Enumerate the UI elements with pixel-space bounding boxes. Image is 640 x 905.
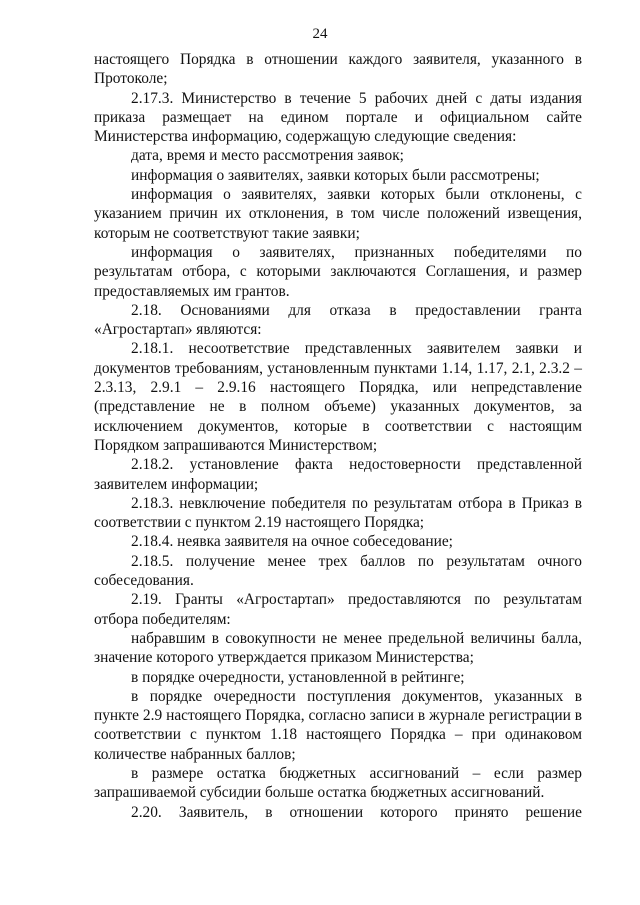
paragraph: 2.18.1. несоответствие представленных заявителем заявки и документов требованиям, установленным пунктами 1.14, 1.17, 2.1, 2.3.2 – 2.3.13, 2.9.1 – 2.9.16 настоящего Порядка, или непредставление (представление не в полном объеме) указанных документов, за исключением документов, которые в соответствии с настоящим Порядком запрашиваются Министерством;	[94, 340, 582, 454]
paragraph: дата, время и место рассмотрения заявок;	[131, 147, 404, 165]
paragraph: 2.20. Заявитель, в отношении которого принято решение	[131, 803, 582, 821]
paragraph: 2.18. Основаниями для отказа в предоставлении гранта «Агростартап» являются:	[94, 301, 582, 339]
paragraph: 2.18.2. установление факта недостоверности представленной заявителем информации;	[94, 456, 582, 493]
paragraph: настоящего Порядка в отношении каждого заявителя, указанного в Протоколе;	[94, 51, 582, 88]
page-number: 24	[312, 26, 328, 42]
paragraph: в порядке очередности поступления документов, указанных в пункте 2.9 настоящего Порядка, согласно записи в журнале регистрации в соответствии с пунктом 1.18 настоящего Порядка – при одинаковом количестве набранных баллов;	[94, 687, 582, 763]
paragraph: информация о заявителях, заявки которых были отклонены, с указанием причин их отклонения, в том числе положений извещения, которым не соответствуют такие заявки;	[94, 186, 582, 242]
document-body	[94, 50, 582, 822]
paragraph: в размере остатка бюджетных ассигнований – если размер запрашиваемой субсидии больше остатка бюджетных ассигнований.	[94, 764, 582, 802]
paragraph: 2.18.4. неявка заявителя на очное собеседование;	[131, 533, 453, 551]
paragraph: информация о заявителях, заявки которых были рассмотрены;	[131, 166, 540, 184]
paragraph: 2.18.3. невключение победителя по результатам отбора в Приказ в соответствии с пунктом 2.19 настоящего Порядка;	[94, 494, 582, 532]
paragraph: 2.17.3. Министерство в течение 5 рабочих дней с даты издания приказа размещает на едином портале и официальном сайте Министерства информацию, содержащую следующие сведения:	[94, 89, 582, 146]
paragraph: информация о заявителях, признанных победителями по результатам отбора, с которыми заключаются Соглашения, и размер предоставляемых им грантов.	[94, 243, 582, 300]
paragraph: набравшим в совокупности не менее предельной величины балла, значение которого утверждается приказом Министерства;	[94, 629, 582, 667]
paragraph: в порядке очередности, установленной в рейтинге;	[131, 668, 465, 686]
paragraph: 2.19. Гранты «Агростартап» предоставляются по результатам отбора победителям:	[94, 591, 582, 628]
paragraph: 2.18.5. получение менее трех баллов по результатам очного собеседования.	[94, 552, 582, 590]
